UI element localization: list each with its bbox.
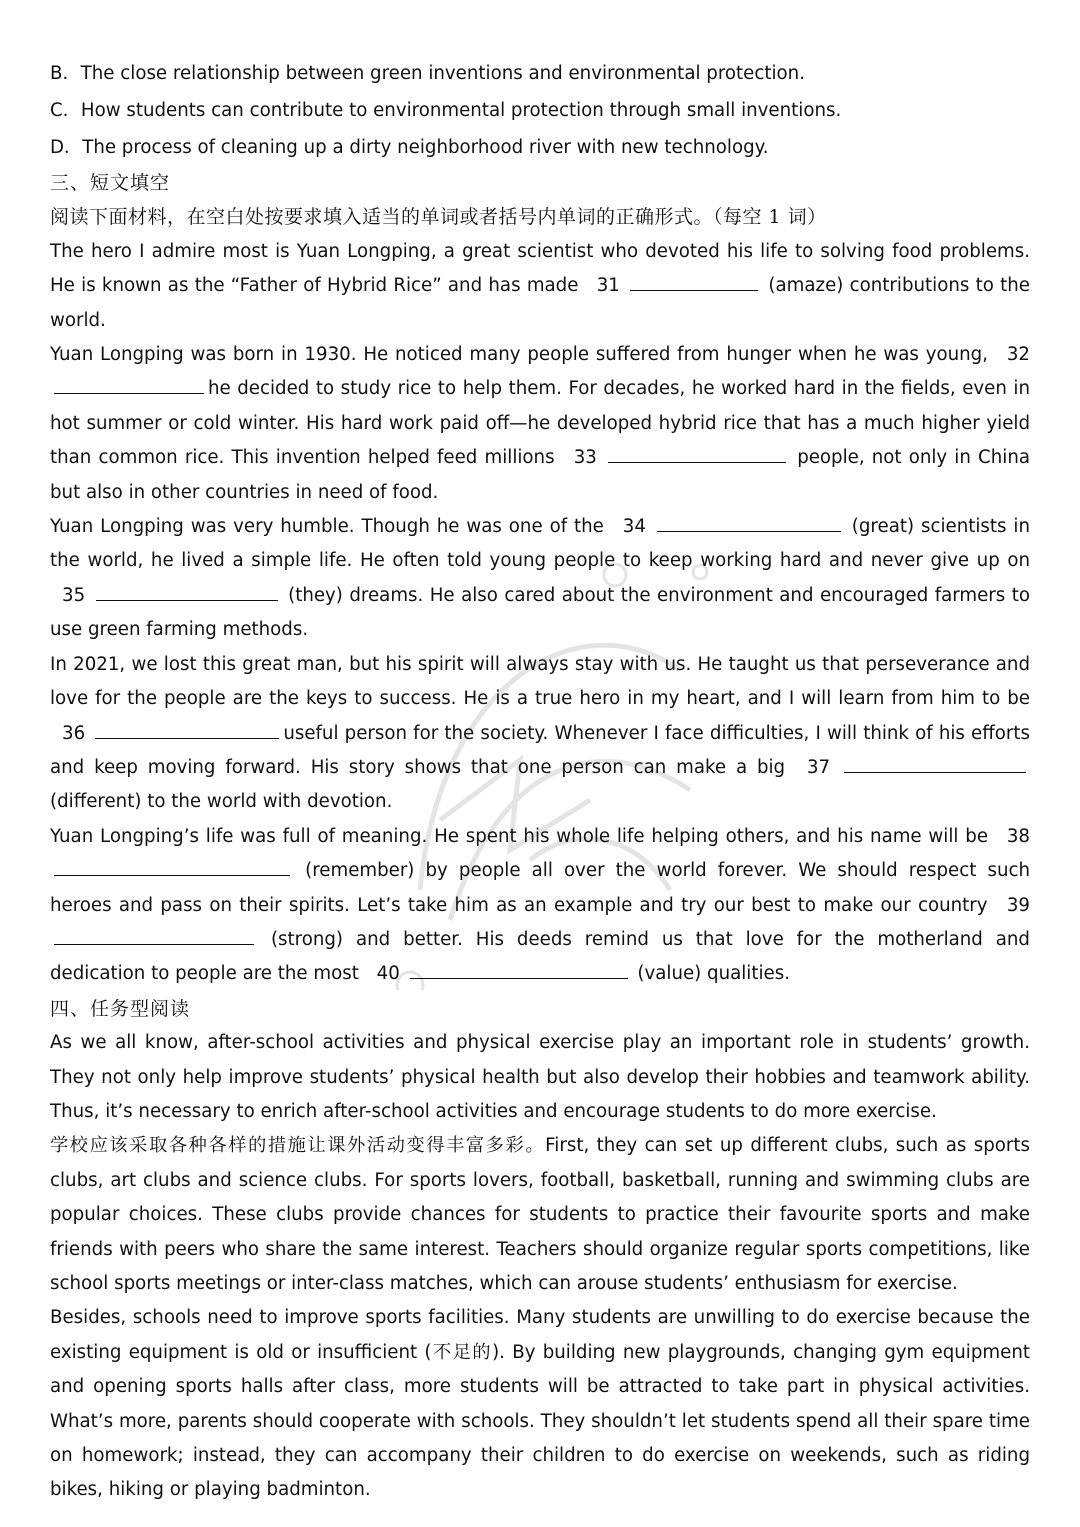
- option-text: How students can contribute to environmental protection through small inventions.: [80, 100, 842, 121]
- paragraph-text: (strong) and better. His deeds remind us that love for the motherland and dedication to people are the most: [50, 928, 1030, 985]
- reading-paragraph-3: [50, 1301, 1030, 1507]
- paragraph-text: (they) dreams. He also cared about the environment and encouraged farmers to use green farming methods.: [50, 584, 1030, 641]
- passage-paragraph-4: [50, 648, 1030, 820]
- blank-number-32: 32: [1006, 344, 1030, 366]
- blank-37[interactable]: [844, 753, 1026, 773]
- option-c: [50, 92, 1030, 129]
- option-text: The process of cleaning up a dirty neighborhood river with new technology.: [82, 137, 769, 158]
- blank-number-33: 33: [573, 447, 597, 469]
- passage-paragraph-3: [50, 510, 1030, 648]
- blank-number-37: 37: [806, 756, 831, 778]
- paragraph-text: (different) to the world with devotion.: [50, 791, 393, 813]
- blank-36[interactable]: [95, 719, 279, 739]
- paragraph-text: (remember) by people all over the world forever. We should respect such heroes and pass on their spirits. Let’s take him as an example and try our best to make our country: [50, 860, 1030, 916]
- paragraph-text: First, they can set up different clubs, such as sports clubs, art clubs and science clubs. For sports lovers, football, basketball, running and swimming clubs are popular choices. These clubs provide chances for students to practice their favourite sports and make friends with peers who share the same interest. Teachers should organize regular sports competitions, like school sports meetings or inter-class matches, which can arouse students’ enthusiasm for exercise.: [50, 1135, 1030, 1294]
- option-letter: B．: [50, 63, 81, 84]
- paragraph-text: he decided to study rice to help them. For decades, he worked hard in the fields, even in hot summer or cold winter. His hard work paid off—he developed hybrid rice that has a much higher yield than common rice. This invention helped feed millions: [50, 378, 1030, 469]
- paragraph-text: The hero I admire most is Yuan Longping, a great scientist who devoted his life to solving food problems. He is known as the “Father of Hybrid Rice” and has made: [50, 240, 1030, 297]
- reading-paragraph-1: As we all know, after-school activities and physical exercise play an important role in students’ growth. They not only help improve students’ physical health but also develop their hobbies and teamwork ability. Thus, it’s necessary to enrich after-school activities and encourage students to do more exercise.: [50, 1032, 1030, 1122]
- blank-number-35: 35: [62, 584, 86, 606]
- paragraph-text: (great) scientists in the world, he lived a simple life. He often told young people to keep working hard and never give up on: [50, 516, 1030, 572]
- option-letter: C．: [50, 100, 81, 121]
- blank-31[interactable]: [630, 271, 758, 291]
- paragraph-text: Yuan Longping’s life was full of meaning. He spent his whole life helping others, and his name will be: [50, 825, 989, 847]
- blank-40[interactable]: [410, 959, 628, 979]
- section-heading-4: 四、任务型阅读: [50, 997, 191, 1020]
- section-instruction: 阅读下面材料，在空白处按要求填入适当的单词或者括号内单词的正确形式。（每空 1 词）: [50, 206, 827, 229]
- reading-paragraph-2: [50, 1129, 1030, 1301]
- blank-35[interactable]: [96, 581, 278, 601]
- paragraph-text: Besides, schools need to improve sports facilities. Many students are unwilling to do exercise because the existing equipment is old or insufficient (: [50, 1307, 1030, 1363]
- blank-33[interactable]: [608, 443, 786, 463]
- blank-number-34: 34: [622, 516, 646, 538]
- blank-number-31: 31: [596, 275, 620, 297]
- blank-number-40: 40: [376, 963, 400, 985]
- paragraph-text: (amaze) contributions to the world.: [50, 275, 1030, 331]
- blank-number-39: 39: [1006, 894, 1030, 916]
- chinese-gloss: 不足的: [431, 1341, 493, 1363]
- option-text: The close relationship between green inventions and environmental protection.: [80, 63, 805, 84]
- blank-number-38: 38: [1006, 825, 1030, 847]
- passage-paragraph-2: [50, 338, 1030, 510]
- paragraph-text: people, not only in China but also in other countries in need of food.: [50, 447, 1030, 503]
- paragraph-text: Yuan Longping was born in 1930. He noticed many people suffered from hunger when he was young,: [50, 344, 988, 366]
- blank-34[interactable]: [657, 512, 841, 532]
- blank-32[interactable]: [54, 374, 204, 394]
- passage-paragraph-5: [50, 820, 1030, 992]
- option-b: [50, 55, 1030, 92]
- section-heading-3: 三、短文填空: [50, 172, 171, 194]
- blank-number-36: 36: [62, 722, 86, 744]
- underlined-chinese-sentence: 学校应该采取各种各样的措施让课外活动变得丰富多彩。: [50, 1135, 546, 1157]
- paragraph-text: In 2021, we lost this great man, but his spirit will always stay with us. He taught us that perseverance and love for the people are the keys to success. He is a true hero in my heart, and I will learn from him to be: [50, 653, 1030, 710]
- option-letter: D．: [50, 137, 83, 158]
- option-d: [50, 129, 1030, 166]
- document-page: [50, 55, 1030, 1508]
- blank-39[interactable]: [54, 925, 254, 945]
- paragraph-text: (value) qualities.: [637, 963, 790, 985]
- paragraph-text: useful person for the society. Whenever I face difficulties, I will think of his efforts and keep moving forward. His story shows that one person can make a big: [50, 722, 1030, 778]
- paragraph-text: ). By building new playgrounds, changing gym equipment and opening sports halls after class, more students will be attracted to take part in physical activities. What’s more, parents should cooperate with schools. They shouldn’t let students spend all their spare time on homework; instead, they can accompany their children to do exercise on weekends, such as riding bikes, hiking or playing badminton.: [50, 1341, 1030, 1501]
- blank-38[interactable]: [54, 856, 290, 876]
- passage-paragraph-1: [50, 235, 1030, 338]
- paragraph-text: Yuan Longping was very humble. Though he was one of the: [50, 516, 604, 538]
